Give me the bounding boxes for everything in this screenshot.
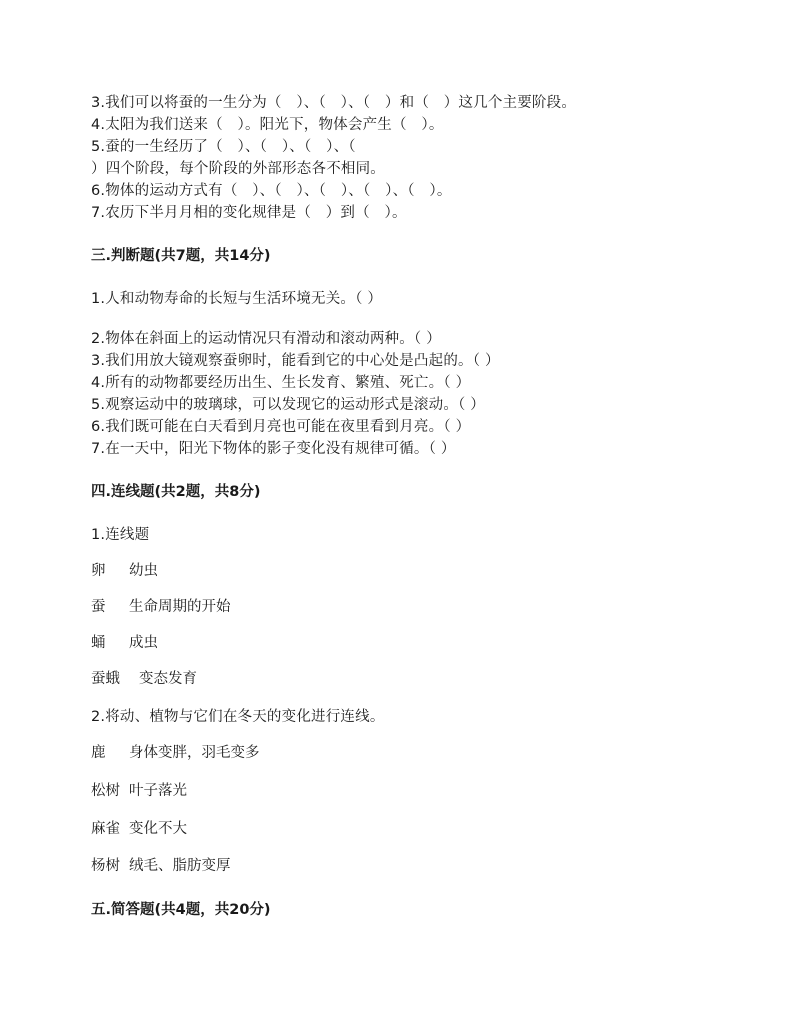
fill-question-5-line1: 5.蚕的一生经历了（ ）、（ ）、（ ）、（	[91, 139, 356, 155]
match-right-item: 成虫	[129, 635, 158, 651]
judge-item-6: 6.我们既可能在白天看到月亮也可能在夜里看到月亮。（ ）	[91, 419, 471, 435]
match-left-item: 松树	[91, 783, 120, 799]
judge-item-5: 5.观察运动中的玻璃球，可以发现它的运动形式是滚动。（ ）	[91, 397, 485, 413]
match-pair	[91, 781, 187, 801]
match-left-item: 蚕	[91, 599, 106, 615]
match-left-item: 卵	[91, 563, 106, 579]
match-right-item: 变态发育	[139, 671, 197, 687]
match-right-item: 身体变胖，羽毛变多	[129, 745, 260, 761]
match-left-item: 蚕蛾	[91, 671, 120, 687]
fill-question-7: 7.农历下半月月相的变化规律是（ ）到（ ）。	[91, 205, 407, 221]
section-heading-judge: 三.判断题(共7题，共14分)	[91, 248, 271, 264]
judge-item-7: 7.在一天中，阳光下物体的影子变化没有规律可循。（ ）	[91, 441, 456, 457]
judge-item-4: 4.所有的动物都要经历出生、生长发育、繁殖、死亡。（ ）	[91, 375, 471, 391]
match-pair	[91, 856, 231, 876]
match-pair	[91, 597, 231, 617]
fill-question-4: 4.太阳为我们送来（ ）。阳光下，物体会产生（ ）。	[91, 117, 444, 133]
match-left-item: 麻雀	[91, 821, 120, 837]
fill-question-5-line2: ）四个阶段，每个阶段的外部形态各不相同。	[91, 161, 385, 177]
match-right-item: 变化不大	[129, 821, 187, 837]
match-question-2-title: 2.将动、植物与它们在冬天的变化进行连线。	[91, 709, 385, 725]
match-pair	[91, 669, 197, 689]
judge-item-1: 1.人和动物寿命的长短与生活环境无关。（ ）	[91, 291, 383, 307]
match-left-item: 杨树	[91, 858, 120, 874]
match-left-item: 鹿	[91, 745, 106, 761]
fill-question-3: 3.我们可以将蚕的一生分为（ ）、（ ）、（ ）和（ ）这几个主要阶段。	[91, 95, 577, 111]
match-pair	[91, 819, 187, 839]
match-left-item: 蛹	[91, 635, 106, 651]
section-heading-short-answer: 五.简答题(共4题，共20分)	[91, 902, 271, 918]
match-right-item: 叶子落光	[129, 783, 187, 799]
match-right-item: 生命周期的开始	[129, 599, 231, 615]
judge-item-2: 2.物体在斜面上的运动情况只有滑动和滚动两种。（ ）	[91, 331, 441, 347]
fill-question-6: 6.物体的运动方式有（ ）、（ ）、（ ）、（ ）、（ ）。	[91, 183, 452, 199]
match-question-1-title: 1.连线题	[91, 527, 150, 543]
match-pair	[91, 561, 158, 581]
match-right-item: 幼虫	[129, 563, 158, 579]
section-heading-match: 四.连线题(共2题，共8分)	[91, 484, 261, 500]
match-right-item: 绒毛、脂肪变厚	[129, 858, 231, 874]
match-pair	[91, 633, 158, 653]
judge-item-3: 3.我们用放大镜观察蚕卵时，能看到它的中心处是凸起的。（ ）	[91, 353, 500, 369]
match-pair	[91, 743, 260, 763]
